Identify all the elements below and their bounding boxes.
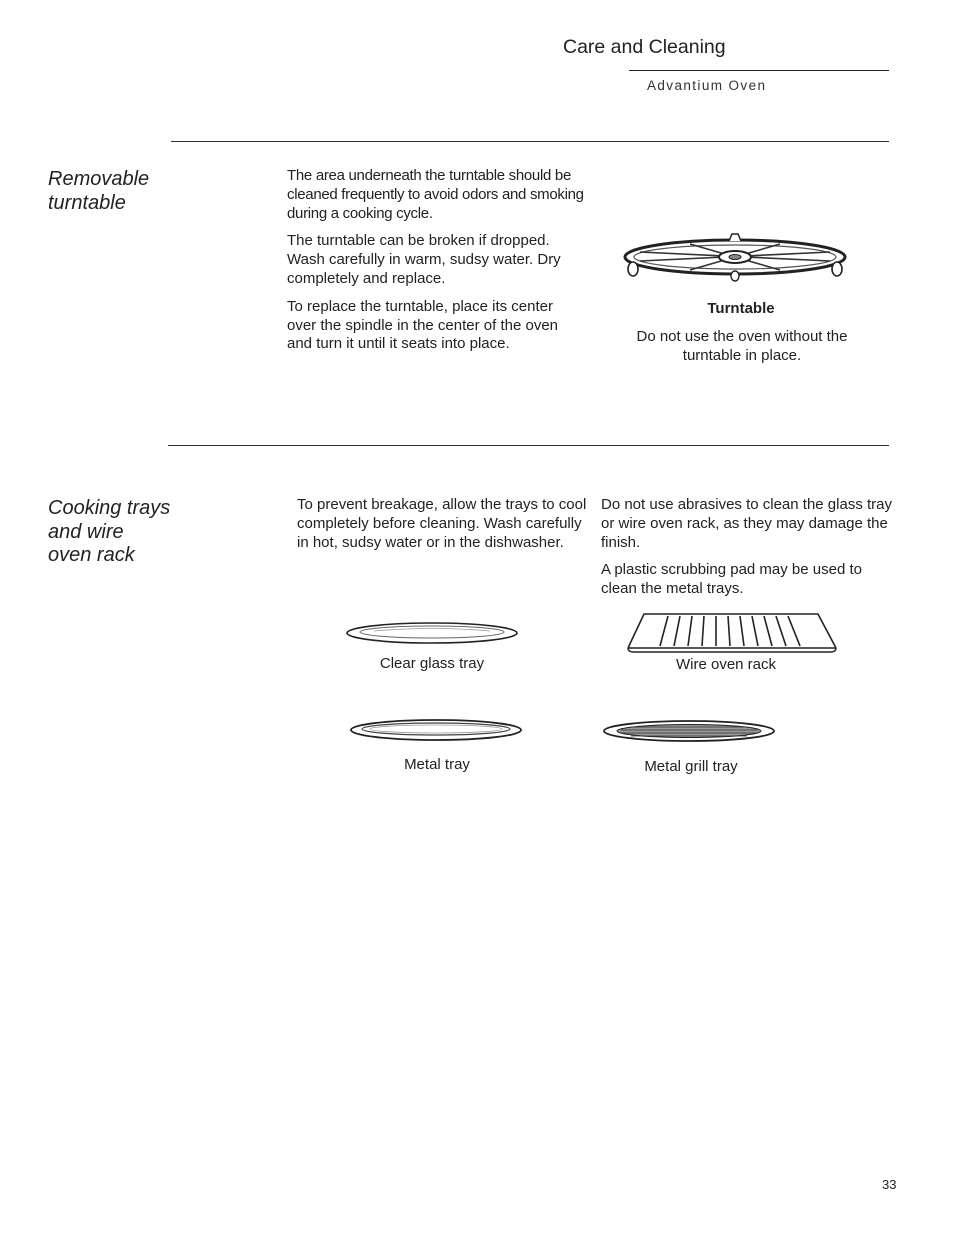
page-number: 33 (882, 1177, 897, 1192)
metal-grill-tray-icon (601, 717, 777, 745)
paragraph: A plastic scrubbing pad may be used to clean the metal trays. (601, 561, 862, 598)
metal-tray-icon (348, 716, 524, 744)
heading-line: turntable (48, 191, 126, 214)
page-header-title: Care and Cleaning (563, 36, 726, 58)
heading-line: Cooking trays (48, 497, 171, 519)
wire-oven-rack-label: Wire oven rack (675, 656, 777, 673)
page-header-subtitle: Advantium Oven (647, 78, 767, 93)
turntable-caption-text: Do not use the oven without the turntable in place. (636, 328, 848, 364)
turntable-caption-title: Turntable (707, 300, 775, 317)
metal-grill-tray-label: Metal grill tray (644, 758, 738, 775)
paragraph: To replace the turntable, place its center over the spindle in the center of the oven and turn it until it seats into place. (287, 297, 559, 353)
clear-glass-tray-icon (344, 618, 520, 648)
paragraph: The area underneath the turntable should be cleaned frequently to avoid odors and smoking during a cooking cycle. (287, 167, 584, 222)
trays-left-body-text (297, 496, 589, 561)
paragraph: The turntable can be broken if dropped. Wash carefully in warm, sudsy water. Dry completely and replace. (287, 232, 561, 287)
clear-glass-tray-label: Clear glass tray (379, 655, 485, 672)
heading-line: oven rack (48, 544, 135, 566)
metal-tray-label: Metal tray (404, 756, 470, 773)
section-heading-turntable (48, 168, 248, 215)
trays-right-body-text (601, 496, 893, 608)
turntable-body-text (287, 167, 585, 363)
header-divider (629, 70, 889, 71)
section-divider-turntable (171, 141, 889, 142)
heading-line: Removable (48, 168, 150, 190)
section-heading-trays (48, 497, 268, 568)
heading-line: and wire (48, 520, 124, 543)
section-divider-trays (168, 445, 889, 446)
paragraph: Do not use abrasives to clean the glass tray or wire oven rack, as they may damage the finish. (601, 496, 892, 551)
turntable-icon (620, 230, 850, 290)
paragraph: To prevent breakage, allow the trays to cool completely before cleaning. Wash carefully in hot, sudsy water or in the dishwasher. (297, 496, 587, 551)
wire-oven-rack-icon (624, 610, 840, 654)
